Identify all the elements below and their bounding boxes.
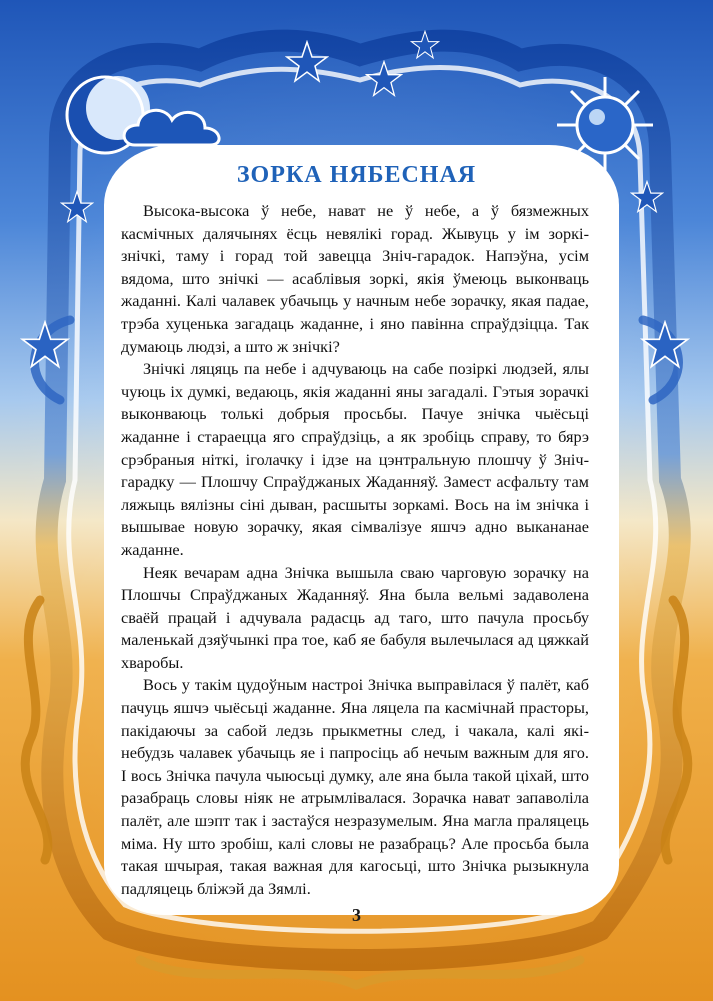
- paragraph: Неяк вечарам адна Знічка вышыла сваю чарговую зорачку на Плошчы Спраўджаных Жаданняў. Яна была вельмі задаволена сваёй працай і адчувала радасць ад таго, што пачула просьбу маленькай дзяўчынкі пра тое, каб яе бабуля вылечылася ад цяжкай хваробы.: [121, 562, 589, 672]
- star-icon: [410, 30, 440, 60]
- star-icon: [60, 190, 94, 224]
- star-icon: [640, 320, 690, 370]
- star-icon: [285, 40, 329, 84]
- star-icon: [20, 320, 70, 370]
- page-title: ЗОРКА НЯБЕСНАЯ: [236, 162, 477, 188]
- story-text: [121, 200, 589, 900]
- paragraph: Высока-высока ў небе, нават не ў небе, а ў бязмежных касмічных далячынях ёсць невялікі горад. Жывуць у ім зоркі-знічкі, таму і горад той завецца Зніч-гарадок. Напэўна, усім вядома, што знічкі — асаблівыя зоркі, якія ўмеюць выконваць жаданні. Калі чалавек убачыць у начным небе зорачку, якая падае, трэба хуценька загадаць жаданне, і яно павінна спраўдзіцца. Так думаюць людзі, а што ж знічкі?: [121, 201, 589, 356]
- star-icon: [365, 60, 403, 98]
- paragraph: Вось у такім цудоўным настроі Знічка выправілася ў палёт, каб пачуць яшчэ чыёсьці жаданне. Яна ляцела па касмічнай прасторы, пакідаючы за сабой ледзь прыкметны след, і чакала, калі які-небудзь чалавек убачыць яе і папросіць аб нечым важным для яго. І вось Знічка пачула чыюсьці думку, але яна была такой ціхай, што разабраць словы ніяк не атрымлівалася. Зорачка нават запаволіла палёт, але шэпт так і застаўся незразумелым. Яна магла праляцець міма. Ну што зробіш, калі словы не разабраць? Але просьба была такая шчырая, такая важная для кагосьці, што Знічка рызыкнула падляцець бліжэй да Зямлі.: [121, 675, 589, 898]
- paragraph: Знічкі ляцяць па небе і адчуваюць на сабе позіркі людзей, ялы чуюць іх думкі, ведаюць, якія жаданні яны загадалі. Гэтыя зорачкі выконваюць толькі добрыя просьбы. Пачуе знічка чыёсьці жаданне і стараецца яго спраўдзіць, а як зробіць справу, то бярэ срэбраныя ніткі, іголачку і ідзе на цэнтральную плошчу ў Зніч-гарадку — Плошчу Спраўджаных Жаданняў. Замест асфальту там ляжыць вялізны сіні дыван, расшыты зоркамі. Вось на ім знічка і вышывае новую зорачку, якая сімвалізуе яшчэ адно выкананае жаданне.: [121, 359, 589, 559]
- page-number: 3: [352, 905, 361, 925]
